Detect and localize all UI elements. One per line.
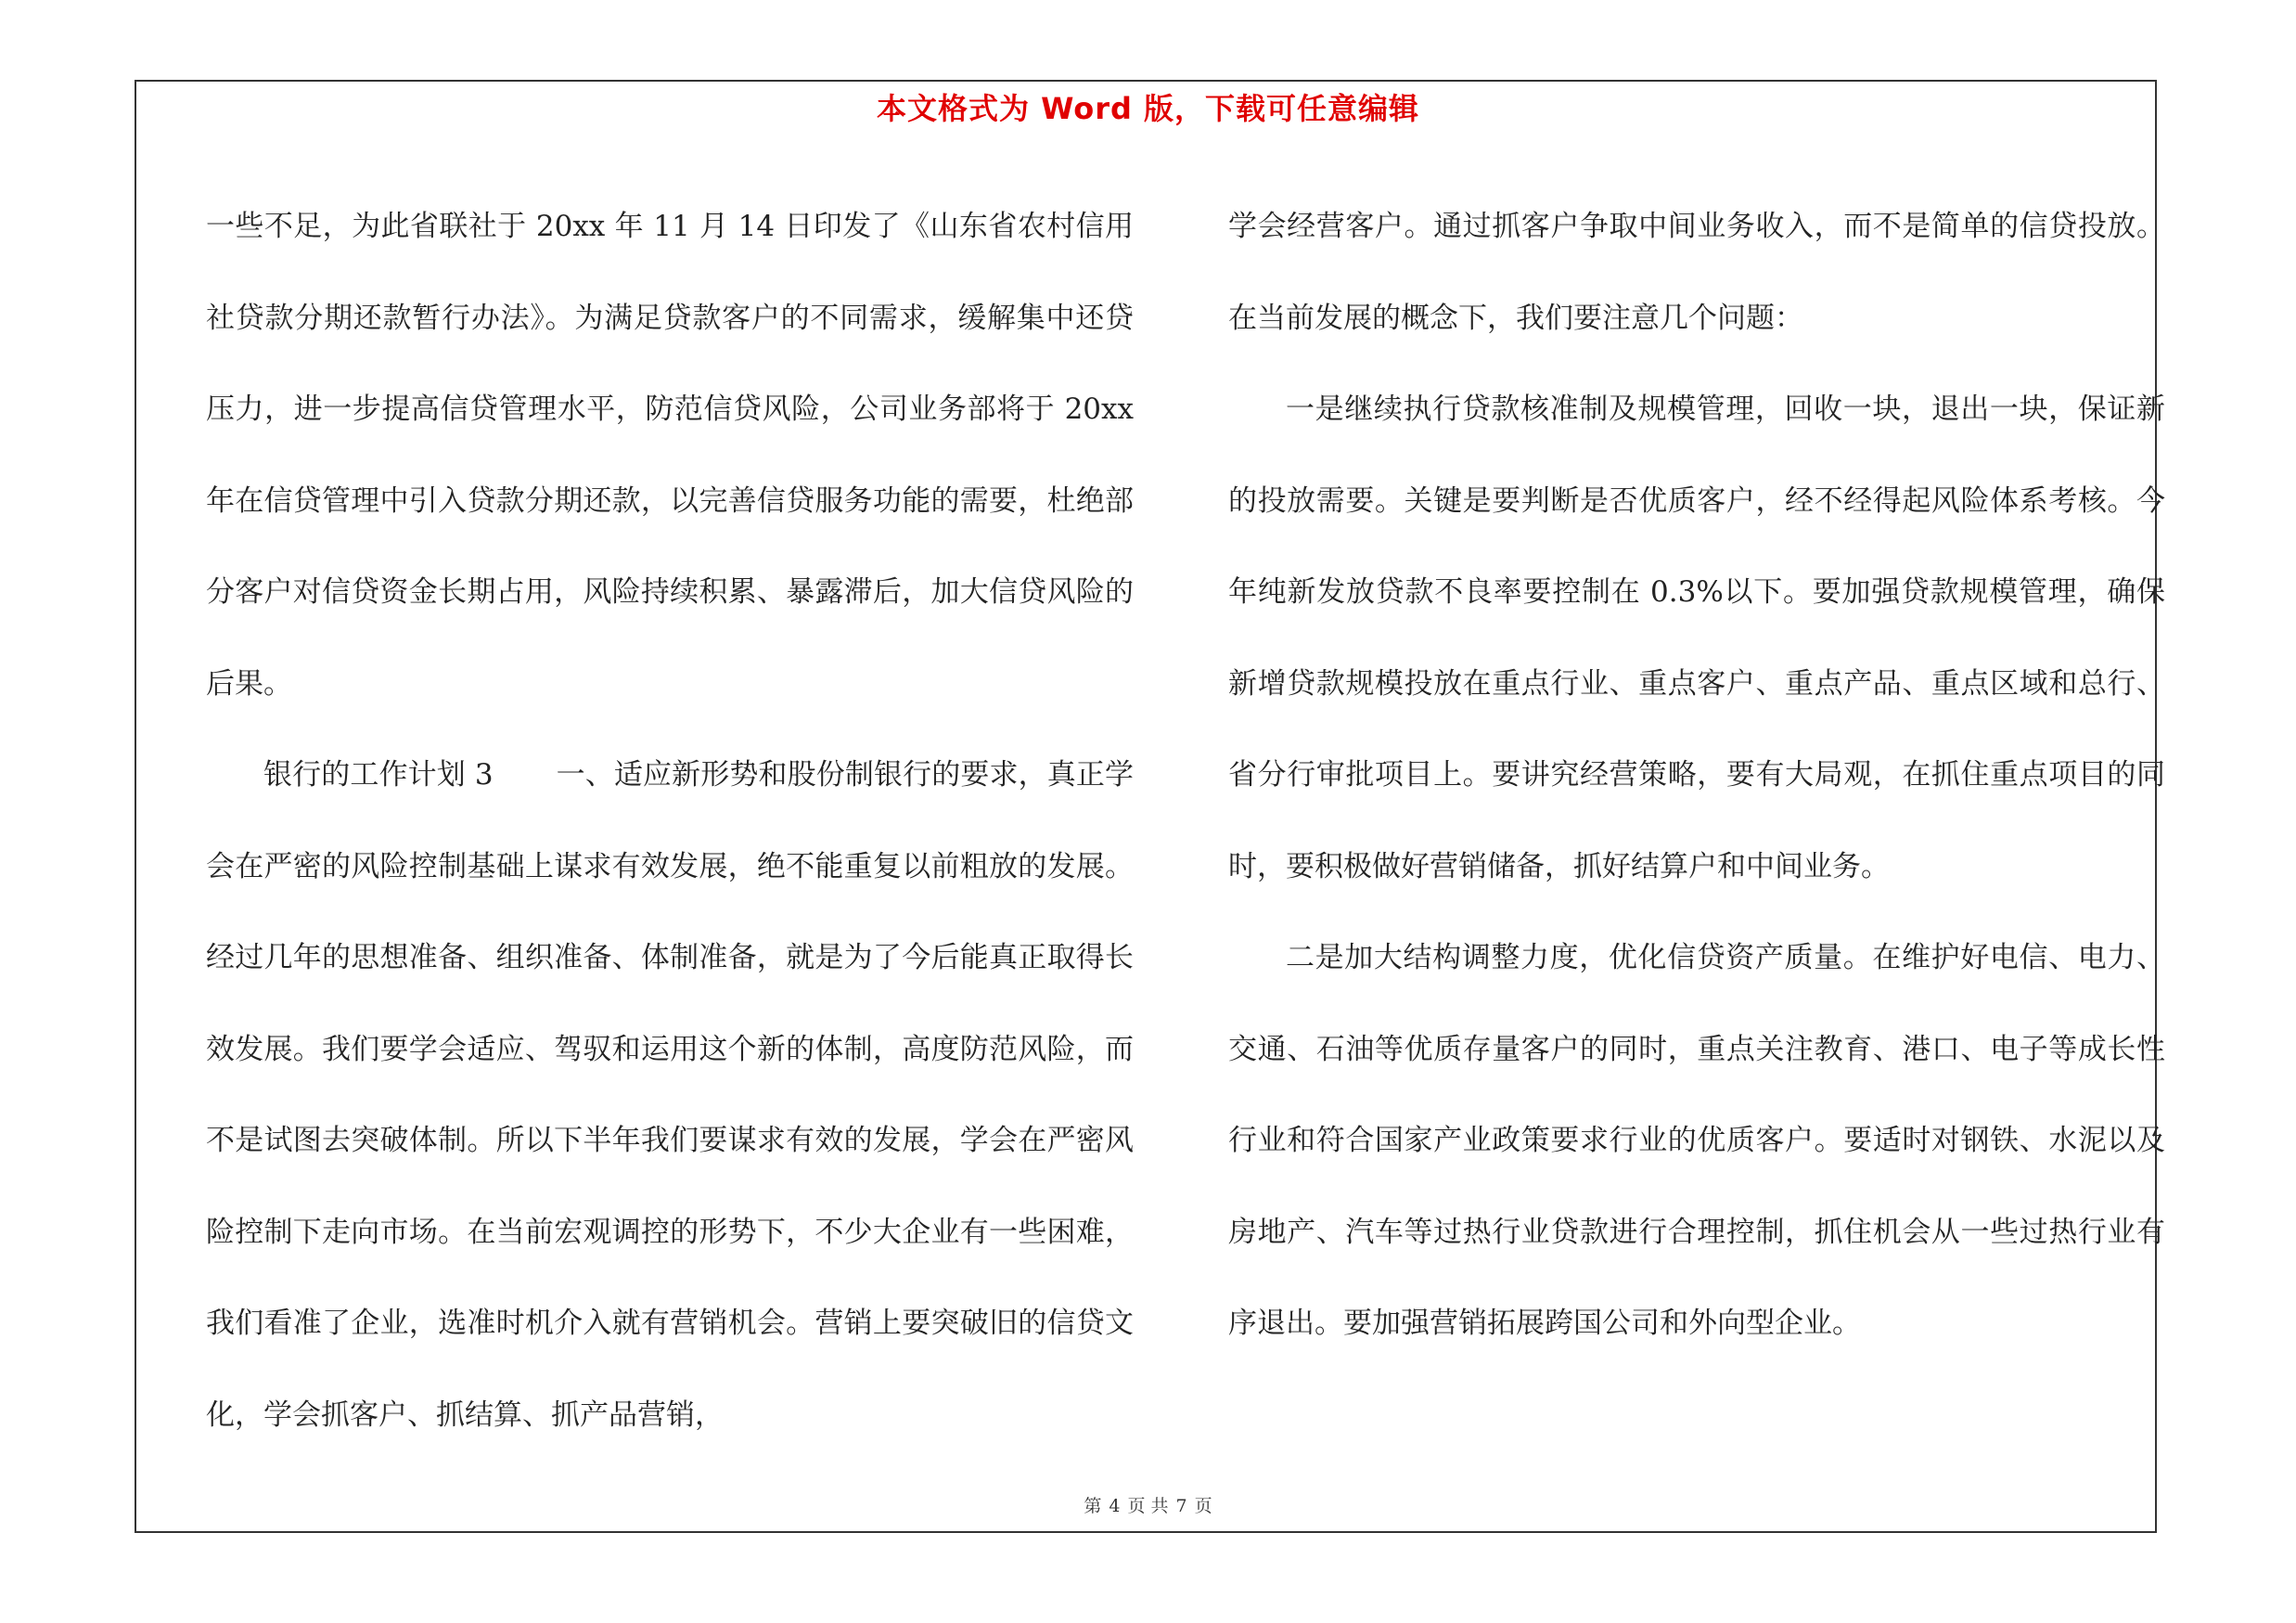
paragraph: 二是加大结构调整力度，优化信贷资产质量。在维护好电信、电力、交通、石油等优质存量客户的同时，重点关注教育、港口、电子等成长性行业和符合国家产业政策要求行业的优质客户。要适时对钢铁、水泥以及房地产、汽车等过热行业贷款进行合理控制，抓住机会从一些过热行业有序退出。要加强营销拓展跨国公司和外向型企业。 [1228, 941, 2165, 1340]
footer-prefix: 第 [1084, 1496, 1102, 1516]
right-column [1228, 181, 2165, 1370]
left-column [206, 181, 1134, 1461]
paragraph: 一是继续执行贷款核准制及规模管理，回收一块，退出一块，保证新的投放需要。关键是要判断是否优质客户，经不经得起风险体系考核。今年纯新发放贷款不良率要控制在 0.3%以下。要加强贷款规模管理，确保新增贷款规模投放在重点行业、重点客户、重点产品、重点区域和总行、省分行审批项目上。要讲究经营策略，要有大局观，在抓住重点项目的同时，要积极做好营销储备，抓好结算户和中间业务。 [1228, 393, 2165, 883]
current-page: 4 [1109, 1496, 1121, 1516]
total-pages: 7 [1175, 1496, 1187, 1516]
format-banner: 本文格式为 Word 版，下载可任意编辑 [876, 91, 1420, 126]
paragraph: 学会经营客户。通过抓客户争取中间业务收入，而不是简单的信贷投放。在当前发展的概念下，我们要注意几个问题： [1228, 210, 2165, 335]
footer-middle: 页 共 [1127, 1496, 1169, 1516]
section-title: 银行的工作计划 3 [263, 758, 494, 792]
footer-suffix: 页 [1194, 1496, 1212, 1516]
paragraph: 一些不足，为此省联社于 20xx 年 11 月 14 日印发了《山东省农村信用社贷款分期还款暂行办法》。为满足贷款客户的不同需求，缓解集中还贷压力，进一步提高信贷管理水平，防范信贷风险，公司业务部将于 20xx 年在信贷管理中引入贷款分期还款，以完善信贷服务功能的需要，杜绝部分客户对信贷资金长期占用，风险持续积累、暴露滞后，加大信贷风险的后果。 [206, 210, 1134, 701]
paragraph [206, 729, 1134, 1461]
paragraph-text: 一、适应新形势和股份制银行的要求，真正学会在严密的风险控制基础上谋求有效发展，绝不能重复以前粗放的发展。经过几年的思想准备、组织准备、体制准备，就是为了今后能真正取得长效发展。我们要学会适应、驾驭和运用这个新的体制，高度防范风险，而不是试图去突破体制。所以下半年我们要谋求有效的发展，学会在严密风险控制下走向市场。在当前宏观调控的形势下，不少大企业有一些困难，我们看准了企业，选准时机介入就有营销机会。营销上要突破旧的信贷文化，学会抓客户、抓结算、抓产品营销， [206, 758, 1135, 1432]
page-number-footer [0, 1492, 2296, 1517]
